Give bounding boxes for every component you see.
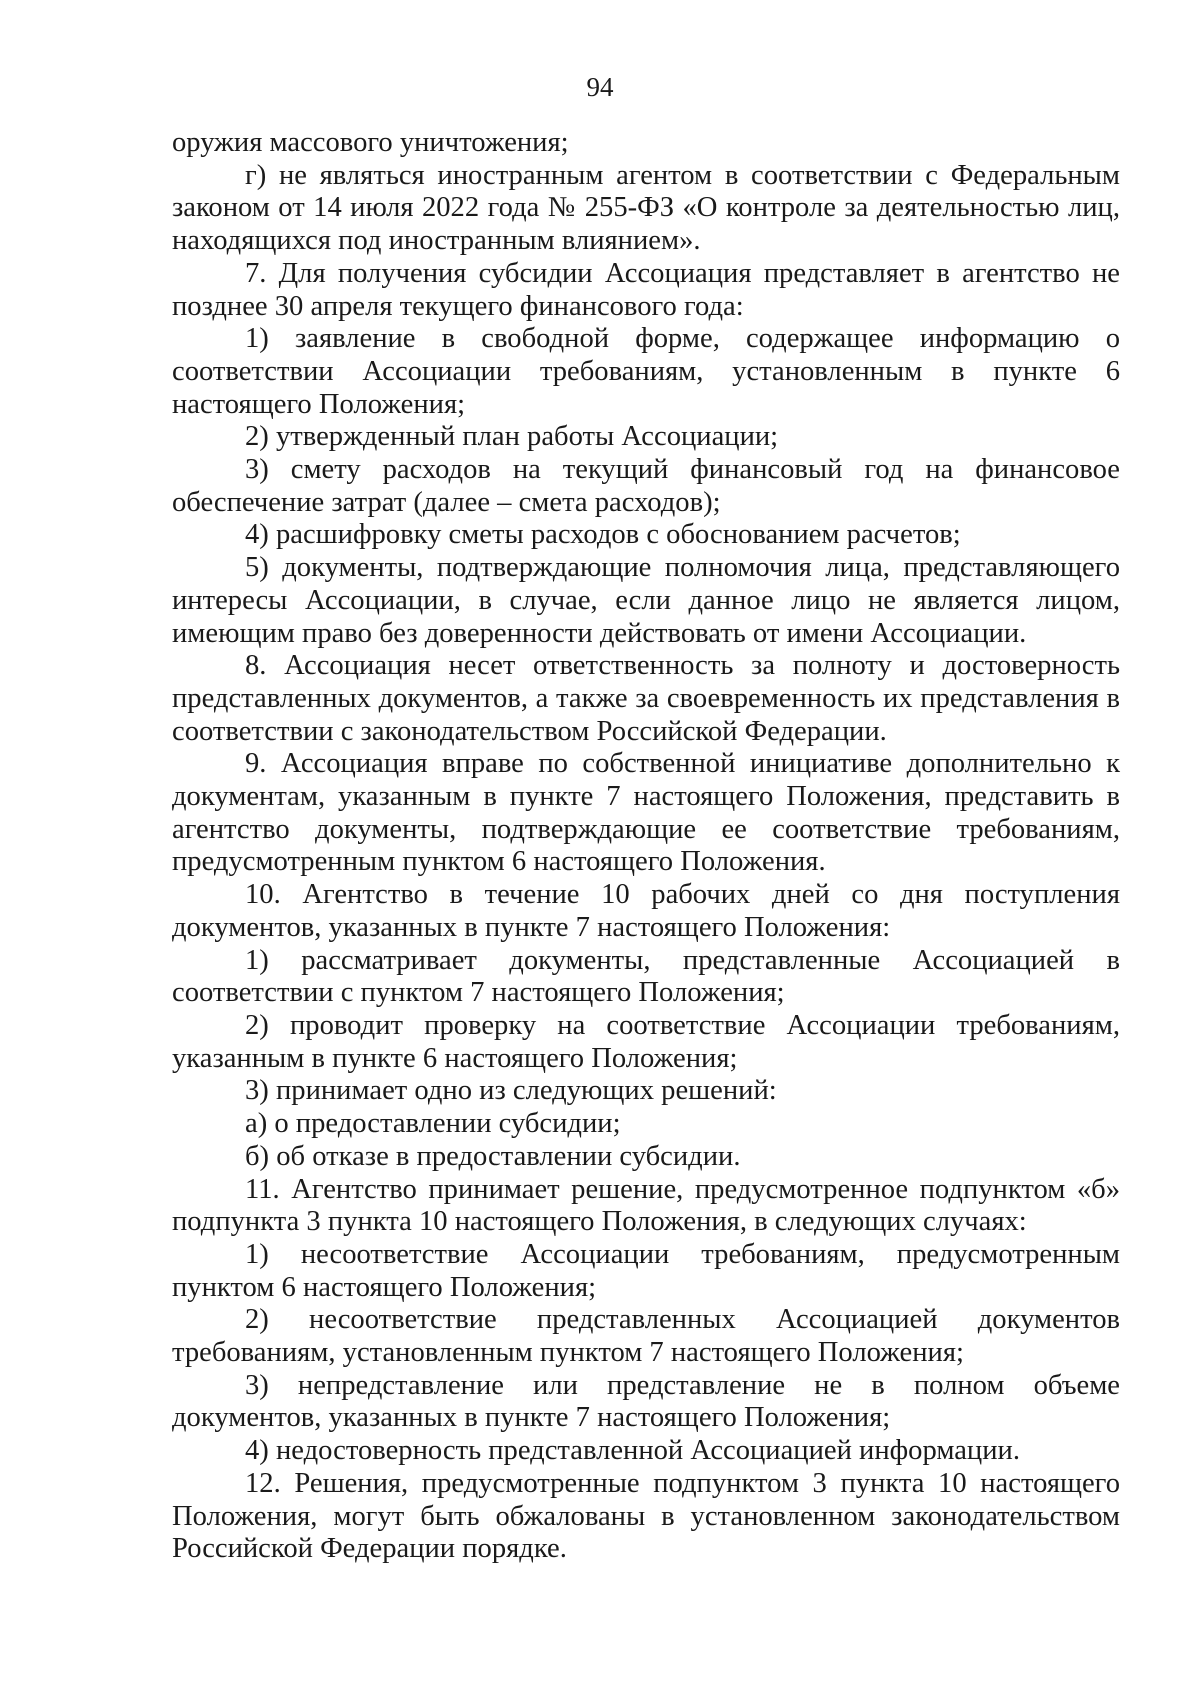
paragraph: 4) расшифровку сметы расходов с обоснованием расчетов; [245, 519, 961, 551]
paragraph: а) о предоставлении субсидии; [245, 1108, 621, 1140]
paragraph: 3) принимает одно из следующих решений: [245, 1075, 777, 1107]
paragraph: 1) заявление в свободной форме, содержащее информацию о соответствии Ассоциации требованиям, установленным в пункте 6 настоящего Положения; [172, 323, 1120, 420]
paragraph: 1) несоответствие Ассоциации требованиям, предусмотренным пунктом 6 настоящего Положения; [172, 1238, 1120, 1303]
paragraph: 2) несоответствие представленных Ассоциацией документов требованиям, установленным пунктом 7 настоящего Положения; [172, 1304, 1120, 1369]
paragraph: 9. Ассоциация вправе по собственной инициативе дополнительно к документам, указанным в пункте 7 настоящего Положения, представить в агентство документы, подтверждающие ее соответствие требованиям, предусмотренным пунктом 6 настоящего Положения. [172, 748, 1120, 878]
paragraph: 3) непредставление или представление не в полном объеме документов, указанных в пункте 7 настоящего Положения; [172, 1369, 1120, 1434]
paragraph: 5) документы, подтверждающие полномочия лица, представляющего интересы Ассоциации, в случае, если данное лицо не является лицом, имеющим право без доверенности действовать от имени Ассоциации. [172, 552, 1120, 649]
paragraph: 10. Агентство в течение 10 рабочих дней со дня поступления документов, указанных в пункте 7 настоящего Положения: [172, 879, 1120, 943]
paragraph: оружия массового уничтожения; [172, 127, 569, 158]
document-body [172, 127, 1120, 1566]
paragraph: 8. Ассоциация несет ответственность за полноту и достоверность представленных документов, а также за своевременность их представления в соответствии с законодательством Российской Федерации. [172, 650, 1120, 747]
paragraph: 1) рассматривает документы, представленные Ассоциацией в соответствии с пунктом 7 настоящего Положения; [172, 944, 1120, 1009]
paragraph: 12. Решения, предусмотренные подпунктом 3 пункта 10 настоящего Положения, могут быть обжалованы в установленном законодательством Российской Федерации порядке. [172, 1467, 1120, 1565]
paragraph: г) не являться иностранным агентом в соответствии с Федеральным законом от 14 июля 2022 года № 255-ФЗ «О контроле за деятельностью лиц, находящихся под иностранным влиянием». [172, 159, 1120, 257]
paragraph: 2) проводит проверку на соответствие Ассоциации требованиям, указанным в пункте 6 настоящего Положения; [172, 1009, 1120, 1074]
paragraph: 3) смету расходов на текущий финансовый год на финансовое обеспечение затрат (далее – смета расходов); [172, 454, 1120, 518]
paragraph: 7. Для получения субсидии Ассоциация представляет в агентство не позднее 30 апреля текущего финансового года: [172, 257, 1120, 322]
paragraph: 4) недостоверность представленной Ассоциацией информации. [245, 1435, 1020, 1467]
page-number: 94 [586, 72, 614, 102]
paragraph: 2) утвержденный план работы Ассоциации; [245, 421, 779, 453]
paragraph: 11. Агентство принимает решение, предусмотренное подпунктом «б» подпункта 3 пункта 10 настоящего Положения, в следующих случаях: [172, 1173, 1120, 1238]
paragraph: б) об отказе в предоставлении субсидии. [245, 1140, 741, 1172]
